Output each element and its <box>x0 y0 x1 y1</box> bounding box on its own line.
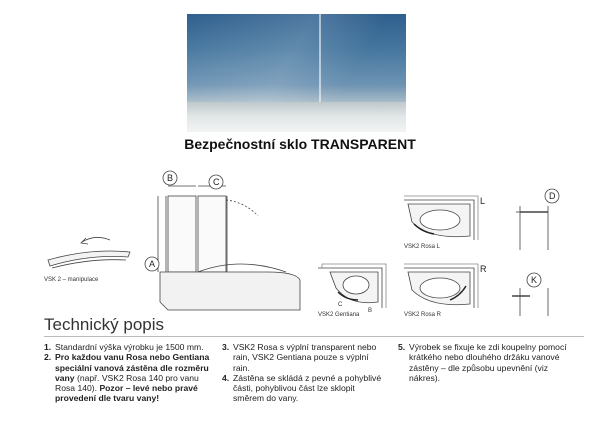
list-item <box>222 342 382 373</box>
list-item-text: (např. VSK2 Rosa 140 pro vanu Rosa 140). <box>55 372 199 394</box>
technical-drawings <box>0 160 600 320</box>
list-item-text: Standardní výška výrobku je 1500 mm. <box>55 342 204 352</box>
front-view-drawing <box>158 186 300 310</box>
list-item <box>44 342 214 352</box>
list-item-number: 4. <box>222 372 230 383</box>
manipulation-drawing <box>48 237 130 268</box>
label-gentiana: VSK2 Gentiana <box>318 312 360 318</box>
list-item <box>44 352 214 403</box>
letter-l: L <box>480 196 486 206</box>
rosa-r-drawing <box>404 264 478 308</box>
gentiana-drawing <box>318 264 386 308</box>
list-item-text: VSK2 Rosa s výplní transparent nebo rain, VSK2 Gentiana pouze s výplní rain. <box>233 342 377 373</box>
detail-d-drawing <box>516 206 548 250</box>
letter-r: R <box>480 264 487 274</box>
list-item-text: Výrobek se fixuje ke zdi koupelny pomocí krátkého nebo dlouhého držáku vanové zástěny – dle způsobu upevnění (viz nákres). <box>409 342 567 383</box>
list-column-1 <box>44 342 214 404</box>
detail-k-drawing <box>512 288 548 316</box>
rosa-l-drawing <box>404 196 478 240</box>
section-divider <box>44 336 584 337</box>
label-manipulace: VSK 2 – manipulace <box>44 277 99 283</box>
photo-caption: Bezpečnostní sklo TRANSPARENT <box>184 136 416 152</box>
list-item <box>222 373 382 404</box>
label-rosa-r: VSK2 Rosa R <box>404 312 442 318</box>
list-item-text: Pozor – levé nebo pravé provedení dle tvaru vany! <box>55 383 198 404</box>
list-item-text: Zástěna se skládá z pevné a pohyblivé části, pohyblivou část lze sklopit směrem do vany. <box>233 372 382 404</box>
list-column-2 <box>222 342 382 404</box>
callout-k: K <box>531 275 538 285</box>
callout-a: A <box>149 259 156 269</box>
callout-d: D <box>549 191 556 201</box>
list-item-number: 1. <box>44 342 52 352</box>
list-item-number: 5. <box>398 342 406 352</box>
gentiana-label-c: C <box>338 302 343 308</box>
product-photo <box>187 14 406 132</box>
list-item-number: 2. <box>44 352 52 363</box>
bathtub-edge <box>187 102 406 132</box>
list-column-3 <box>398 342 574 383</box>
section-title: Technický popis <box>44 315 165 334</box>
list-item-number: 3. <box>222 342 230 352</box>
callout-c: C <box>213 177 220 187</box>
callout-b: B <box>167 173 174 183</box>
list-item <box>398 342 574 383</box>
gentiana-label-b: B <box>368 308 373 314</box>
list-item-text: Pro každou vanu Rosa nebo Gentiana speciální vanová zástěna dle rozměru vany <box>55 352 210 383</box>
label-rosa-l: VSK2 Rosa L <box>404 244 441 250</box>
